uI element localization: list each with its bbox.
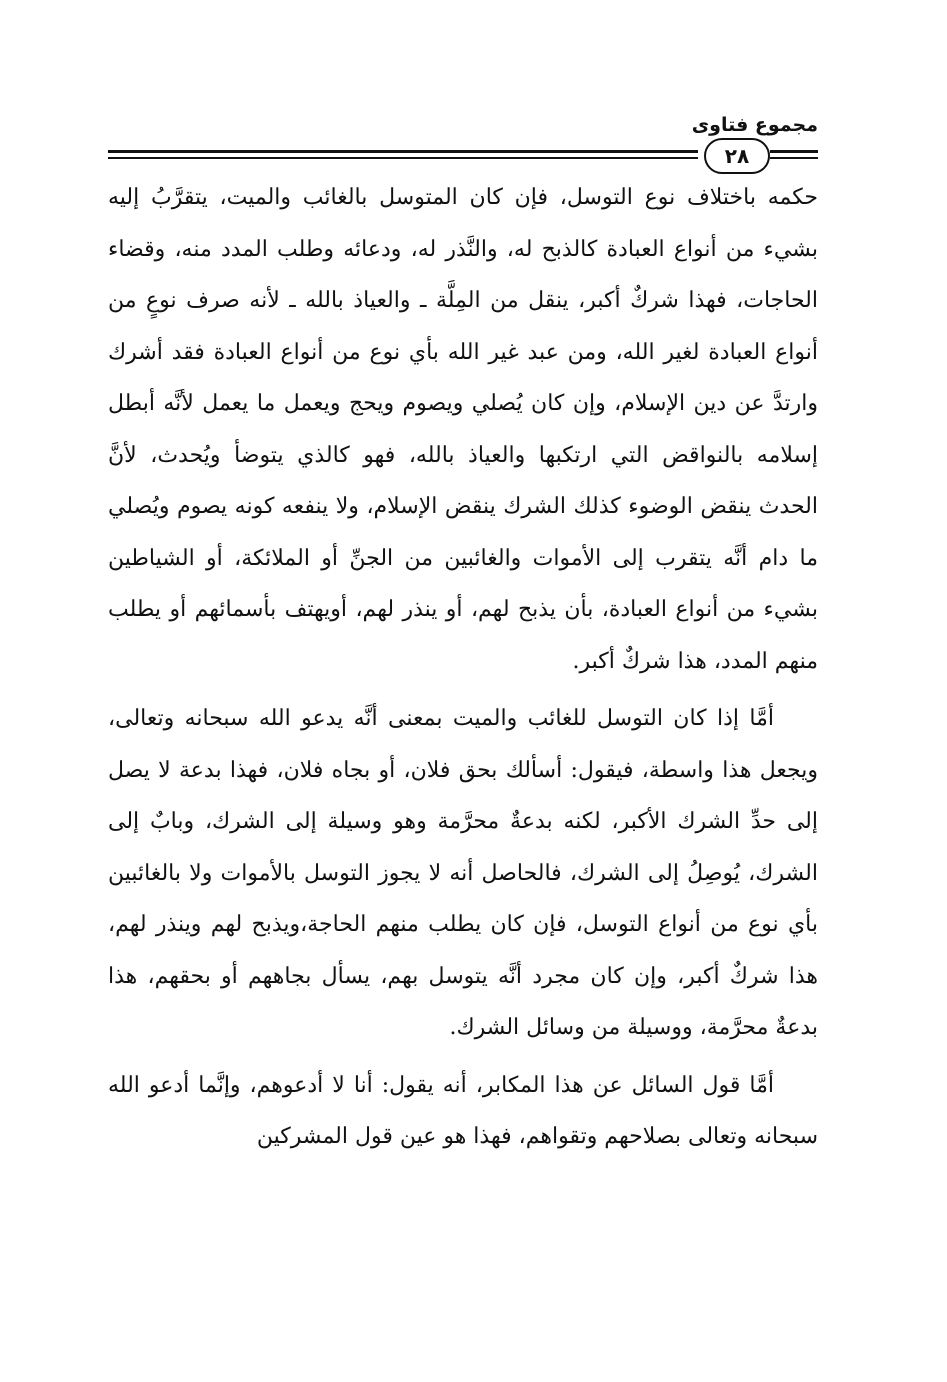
body-text	[108, 172, 818, 1163]
page-number: ٢٨	[704, 138, 770, 174]
header-rule-left	[108, 150, 698, 153]
paragraph: أمَّا قول السائل عن هذا المكابر، أنه يقول: أنا لا أدعوهم، وإنَّما أدعو الله سبحانه وتعالى بصلاحهم وتقواهم، فهذا هو عين قول المشركين	[108, 1072, 818, 1149]
header-rule-right-thin	[770, 157, 818, 159]
header-rule-left-thin	[108, 157, 698, 159]
paragraph: حكمه باختلاف نوع التوسل، فإن كان المتوسل بالغائب والميت، يتقرَّبُ إليه بشيء من أنواع العبادة كالذبح له، والنَّذر له، ودعائه وطلب المدد منه، وقضاء الحاجات، فهذا شركٌ أكبر، ينقل من المِلَّة ـ والعياذ بالله ـ لأنه صرف نوعٍ من أنواع العبادة لغير الله، ومن عبد غير الله بأي نوع من أنواع العبادة فقد أشرك وارتدَّ عن دين الإسلام، وإن كان يُصلي ويصوم ويحج ويعمل ما يعمل لأنَّه أبطل إسلامه بالنواقض التي ارتكبها والعياذ بالله، فهو كالذي يتوضأ ويُحدث، لأنَّ الحدث ينقض الوضوء كذلك الشرك ينقض الإسلام، ولا ينفعه كونه يصوم ويُصلي ما دام أنَّه يتقرب إلى الأموات والغائبين من الجنِّ أو الملائكة، أو الشياطين بشيء من أنواع العبادة، بأن يذبح لهم، أو ينذر لهم، أويهتف بأسمائهم أو يطلب منهم المدد، هذا شركٌ أكبر.	[108, 185, 818, 674]
paragraph: أمَّا إذا كان التوسل للغائب والميت بمعنى أنَّه يدعو الله سبحانه وتعالى، ويجعل هذا واسطة، فيقول: أسألك بحق فلان، أو بجاه فلان، فهذا بدعة لا يصل إلى حدِّ الشرك الأكبر، لكنه بدعةٌ محرَّمة وهو وسيلة إلى الشرك، وبابٌ إلى الشرك، يُوصِلُ إلى الشرك، فالحاصل أنه لا يجوز التوسل بالأموات ولا بالغائبين بأي نوع من أنواع التوسل، فإن كان يطلب منهم الحاجة،ويذبح لهم وينذر لهم، هذا شركٌ أكبر، وإن كان مجرد أنَّه يتوسل بهم، يسأل بجاههم أو بحقهم، هذا بدعةٌ محرَّمة، ووسيلة من وسائل الشرك.	[108, 706, 818, 1040]
page-header	[108, 108, 818, 178]
header-rule-right	[770, 150, 818, 153]
book-title: مجموع فتاوى	[691, 114, 818, 136]
